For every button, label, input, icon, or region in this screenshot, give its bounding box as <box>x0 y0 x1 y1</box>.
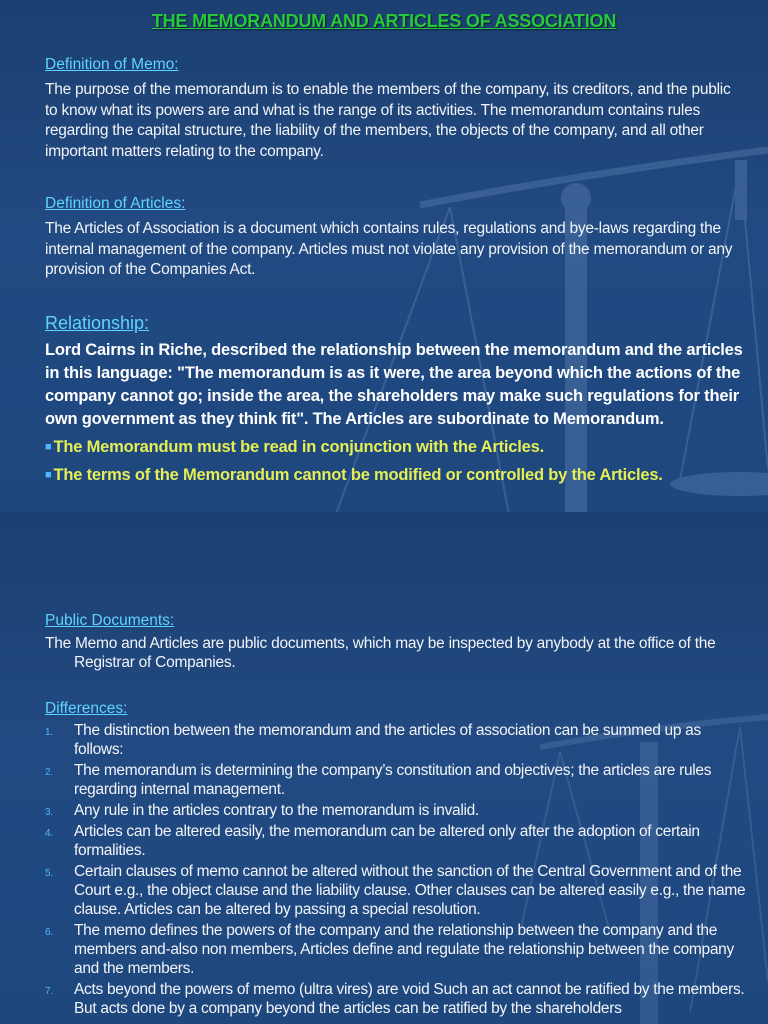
differences-section <box>45 700 746 1020</box>
public-documents-heading: Public Documents: <box>45 612 175 629</box>
relationship-bullets <box>45 433 746 489</box>
relationship-heading: Relationship: <box>45 313 150 333</box>
memo-definition-text: The purpose of the memorandum is to enable the members of the company, its creditors, and the public to know what its powers are and what is the range of its activities. The memorandum contains rules regarding the capital structure, the liability of the members, the objects of the company, and all other important matters relating to the company. <box>45 81 731 160</box>
list-item: 2. The memorandum is determining the company’s constitution and objectives; the articles are rules regarding internal management. <box>45 762 712 798</box>
differences-heading: Differences: <box>45 700 128 717</box>
bullet-item: ■ The Memorandum must be read in conjunction with the Articles. <box>45 438 544 456</box>
list-item: 6. The memo defines the powers of the company and the relationship between the company and the members and-also non members, Articles define and regulate the relationship between the company and the members. <box>45 922 734 977</box>
list-item: 3. Any rule in the articles contrary to the memorandum is invalid. <box>45 802 479 819</box>
public-documents-text: The Memo and Articles are public documents, which may be inspected by anybody at the office of the Registrar of Companies. <box>45 635 716 671</box>
square-bullet-icon: ■ <box>45 469 52 481</box>
slide-public-documents-differences <box>0 512 768 1024</box>
list-item: 1. The distinction between the memorandum and the articles of association can be summed up as follows: <box>45 722 701 758</box>
list-item: 5. Certain clauses of memo cannot be altered without the sanction of the Central Government and of the Court e.g., the object clause and the liability clause. Other clauses can be altered easily e.g., the name clause. Articles can be altered by passing a special resolution. <box>45 863 746 918</box>
square-bullet-icon: ■ <box>45 441 52 453</box>
articles-definition-section <box>45 195 746 281</box>
public-documents-section <box>45 612 746 672</box>
list-item: 4. Articles can be altered easily, the memorandum can be altered only after the adoption of certain formalities. <box>45 823 700 859</box>
memo-definition-heading: Definition of Memo: <box>45 56 179 73</box>
relationship-section <box>45 313 746 489</box>
list-item: 7. Acts beyond the powers of memo (ultra vires) are void Such an act cannot be ratified by the members. But acts done by a company beyond the articles can be ratified by the shareholders <box>45 981 745 1017</box>
differences-list <box>45 721 746 1018</box>
relationship-text: Lord Cairns in Riche, described the relationship between the memorandum and the articles in this language: "The memorandum is as it were, the area beyond which the actions of the company cannot go; inside the area, the shareholders may make such regulations for their own government as they think fit". The Articles are subordinate to Memorandum. <box>45 341 743 428</box>
articles-definition-heading: Definition of Articles: <box>45 195 186 212</box>
articles-definition-text: The Articles of Association is a document which contains rules, regulations and bye-laws regarding the internal management of the company. Articles must not violate any provision of the memorandum or any provision of the Companies Act. <box>45 220 733 278</box>
page-title: THE MEMORANDUM AND ARTICLES OF ASSOCIATION <box>151 11 617 31</box>
bullet-item: ■ The terms of the Memorandum cannot be modified or controlled by the Articles. <box>45 466 663 484</box>
memo-definition-section <box>45 56 746 162</box>
